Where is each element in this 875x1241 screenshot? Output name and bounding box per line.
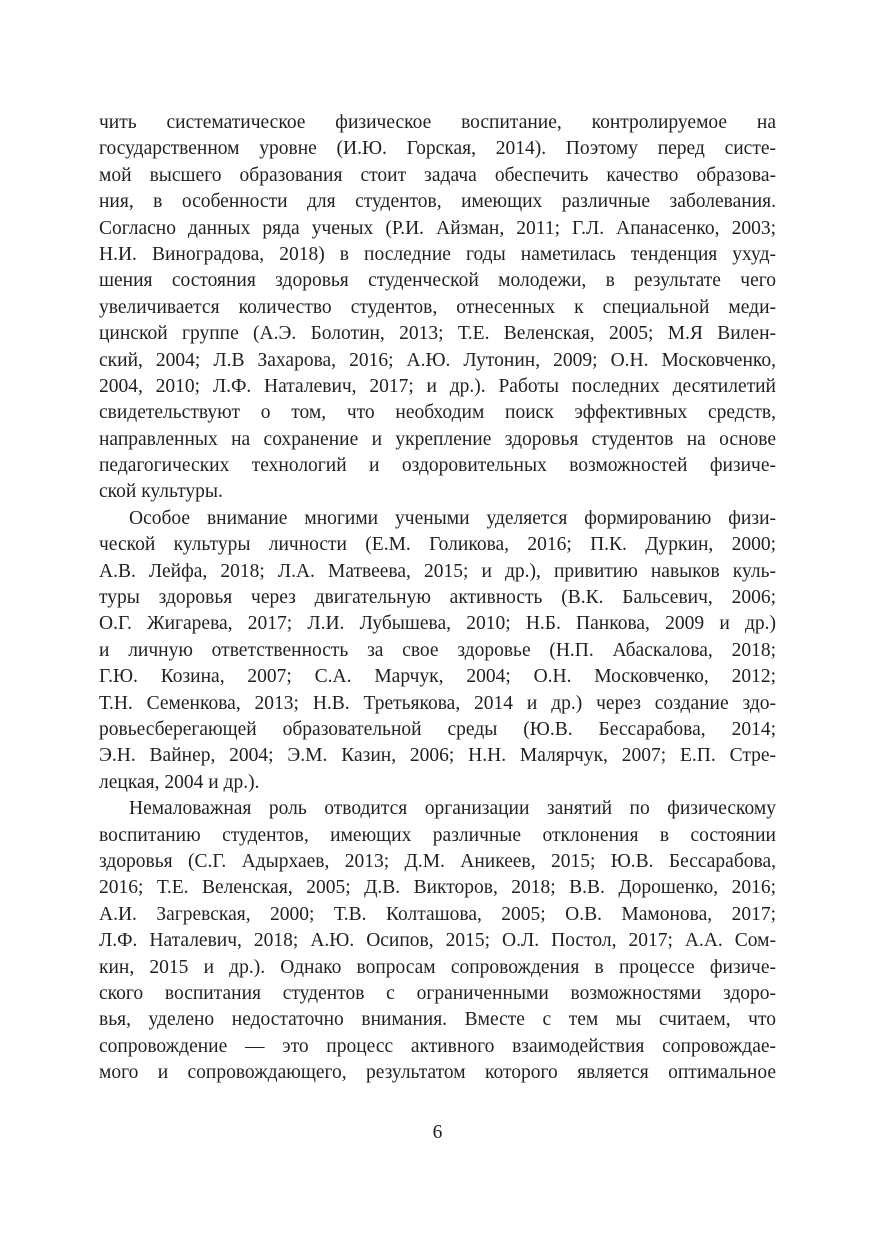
text-line: А.И. Загревская, 2000; Т.В. Колташова, 2005; О.В. Мамонова, 2017; [99,903,776,925]
text-line: ского воспитания студентов с ограниченными возможностями здоро- [99,982,776,1004]
text-line: увеличивается количество студентов, отнесенных к специальной меди- [99,296,776,318]
text-line: Э.Н. Вайнер, 2004; Э.М. Казин, 2006; Н.Н. Малярчук, 2007; Е.П. Стре- [99,745,776,767]
text-line: воспитанию студентов, имеющих различные отклонения в состоянии [99,824,776,846]
text-line: Г.Ю. Козина, 2007; С.А. Марчук, 2004; О.Н. Московченко, 2012; [99,666,776,688]
text-line: мого и сопровождающего, результатом которого является оптимальное [99,1062,776,1084]
page-number: 6 [432,1122,443,1143]
text-line: свидетельствуют о том, что необходим поиск эффективных средств, [99,402,776,424]
text-line: чить систематическое физическое воспитание, контролируемое на [99,112,776,133]
text-line: 2004, 2010; Л.Ф. Наталевич, 2017; и др.). Работы последних десятилетий [99,375,776,397]
text-line: ческой культуры личности (Е.М. Голикова, 2016; П.К. Дуркин, 2000; [99,534,776,556]
text-line: ровьесберегающей образовательной среды (Ю.В. Бессарабова, 2014; [99,718,776,740]
text-line: А.В. Лейфа, 2018; Л.А. Матвеева, 2015; и др.), привитию навыков куль- [99,560,776,582]
paragraph [99,796,776,1086]
text-line: шения состояния здоровья студенческой молодежи, в результате чего [99,270,776,292]
text-line: Н.И. Виноградова, 2018) в последние годы наметилась тенденция ухуд- [99,243,776,265]
text-line: здоровья (С.Г. Адырхаев, 2013; Д.М. Аникеев, 2015; Ю.В. Бессарабова, [99,850,776,872]
text-line: лецкая, 2004 и др.). [99,771,260,793]
text-line: педагогических технологий и оздоровительных возможностей физиче- [99,455,776,477]
text-line: Немаловажная роль отводится организации занятий по физическому [129,798,776,820]
paragraph [99,506,776,796]
text-line: О.Г. Жигарева, 2017; Л.И. Лубышева, 2010; Н.Б. Панкова, 2009 и др.) [99,613,776,635]
text-line: сопровождение — это процесс активного взаимодействия сопровождае- [99,1035,776,1057]
text-line: Особое внимание многими учеными уделяется формированию физи- [129,507,776,529]
text-line: кин, 2015 и др.). Однако вопросам сопровождения в процессе физиче- [99,956,776,978]
text-line: направленных на сохранение и укрепление здоровья студентов на основе [99,428,776,450]
text-line: и личную ответственность за свое здоровье (Н.П. Абаскалова, 2018; [99,639,776,661]
text-line: вья, уделено недостаточно внимания. Вместе с тем мы считаем, что [99,1009,776,1031]
body-text [99,110,776,1086]
text-line: цинской группе (А.Э. Болотин, 2013; Т.Е. Веленская, 2005; М.Я Вилен- [99,323,776,345]
text-line: мой высшего образования стоит задача обеспечить качество образова- [99,164,776,186]
text-line: туры здоровья через двигательную активность (В.К. Бальсевич, 2006; [99,587,776,609]
page-body [99,110,776,1241]
text-line: Согласно данных ряда ученых (Р.И. Айзман, 2011; Г.Л. Апанасенко, 2003; [99,217,776,239]
text-line: Т.Н. Семенкова, 2013; Н.В. Третьякова, 2014 и др.) через создание здо- [99,692,776,714]
text-line: Л.Ф. Наталевич, 2018; А.Ю. Осипов, 2015; О.Л. Постол, 2017; А.А. Сом- [99,930,776,952]
text-line: ской культуры. [99,481,223,503]
text-line: ский, 2004; Л.В Захарова, 2016; А.Ю. Лутонин, 2009; О.Н. Московченко, [99,349,776,371]
text-line: 2016; Т.Е. Веленская, 2005; Д.В. Викторов, 2018; В.В. Дорошенко, 2016; [99,877,776,899]
text-line: государственном уровне (И.Ю. Горская, 2014). Поэтому перед систе- [99,138,776,160]
text-line: ния, в особенности для студентов, имеющих различные заболевания. [99,191,776,213]
paragraph [99,110,776,506]
